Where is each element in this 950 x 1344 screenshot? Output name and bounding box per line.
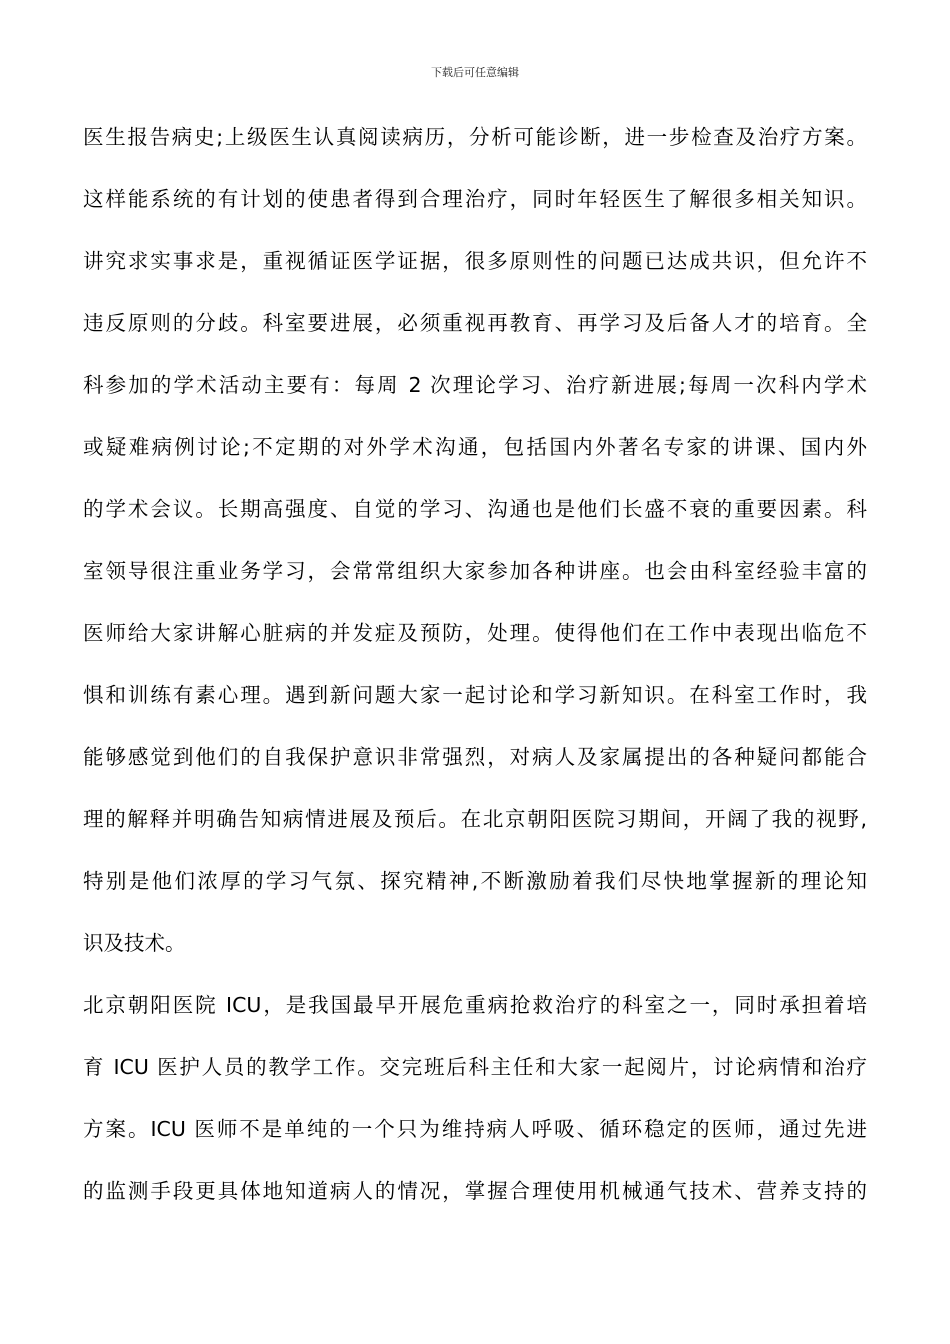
text-line: 特别是他们浓厚的学习气氛、探究精神,不断激励着我们尽快地掌握新的理论知 bbox=[83, 869, 867, 893]
text-line: 的学术会议。长期高强度、自觉的学习、沟通也是他们长盛不衰的重要因素。科 bbox=[83, 497, 867, 521]
text-line: 惧和训练有素心理。遇到新问题大家一起讨论和学习新知识。在科室工作时，我 bbox=[83, 683, 867, 707]
text-line: 能够感觉到他们的自我保护意识非常强烈，对病人及家属提出的各种疑问都能合 bbox=[83, 745, 867, 769]
text-line: 医生报告病史;上级医生认真阅读病历，分析可能诊断，进一步检查及治疗方案。 bbox=[83, 125, 867, 149]
text-line: 讲究求实事求是，重视循证医学证据，很多原则性的问题已达成共识，但允许不 bbox=[83, 249, 867, 273]
text-line: 理的解释并明确告知病情进展及预后。在北京朝阳医院习期间，开阔了我的视野, bbox=[83, 807, 867, 831]
text-line: 室领导很注重业务学习，会常常组织大家参加各种讲座。也会由科室经验丰富的 bbox=[83, 559, 867, 583]
page-header: 下载后可任意编辑 bbox=[431, 66, 519, 79]
text-line: 医师给大家讲解心脏病的并发症及预防，处理。使得他们在工作中表现出临危不 bbox=[83, 621, 867, 645]
text-line: 或疑难病例讨论;不定期的对外学术沟通，包括国内外著名专家的讲课、国内外 bbox=[83, 435, 867, 459]
text-line: 违反原则的分歧。科室要进展，必须重视再教育、再学习及后备人才的培育。全 bbox=[83, 311, 867, 335]
text-line: 识及技术。 bbox=[83, 931, 186, 955]
text-line: 的监测手段更具体地知道病人的情况，掌握合理使用机械通气技术、营养支持的 bbox=[83, 1179, 867, 1203]
text-line: 这样能系统的有计划的使患者得到合理治疗，同时年轻医生了解很多相关知识。 bbox=[83, 187, 867, 211]
document-body bbox=[83, 120, 867, 1236]
text-line: 育 ICU 医护人员的教学工作。交完班后科主任和大家一起阅片，讨论病情和治疗 bbox=[83, 1055, 867, 1079]
text-line: 方案。ICU 医师不是单纯的一个只为维持病人呼吸、循环稳定的医师，通过先进 bbox=[83, 1117, 867, 1141]
text-line: 科参加的学术活动主要有：每周 2 次理论学习、治疗新进展;每周一次科内学术 bbox=[83, 373, 867, 397]
text-line: 北京朝阳医院 ICU，是我国最早开展危重病抢救治疗的科室之一，同时承担着培 bbox=[83, 993, 867, 1017]
